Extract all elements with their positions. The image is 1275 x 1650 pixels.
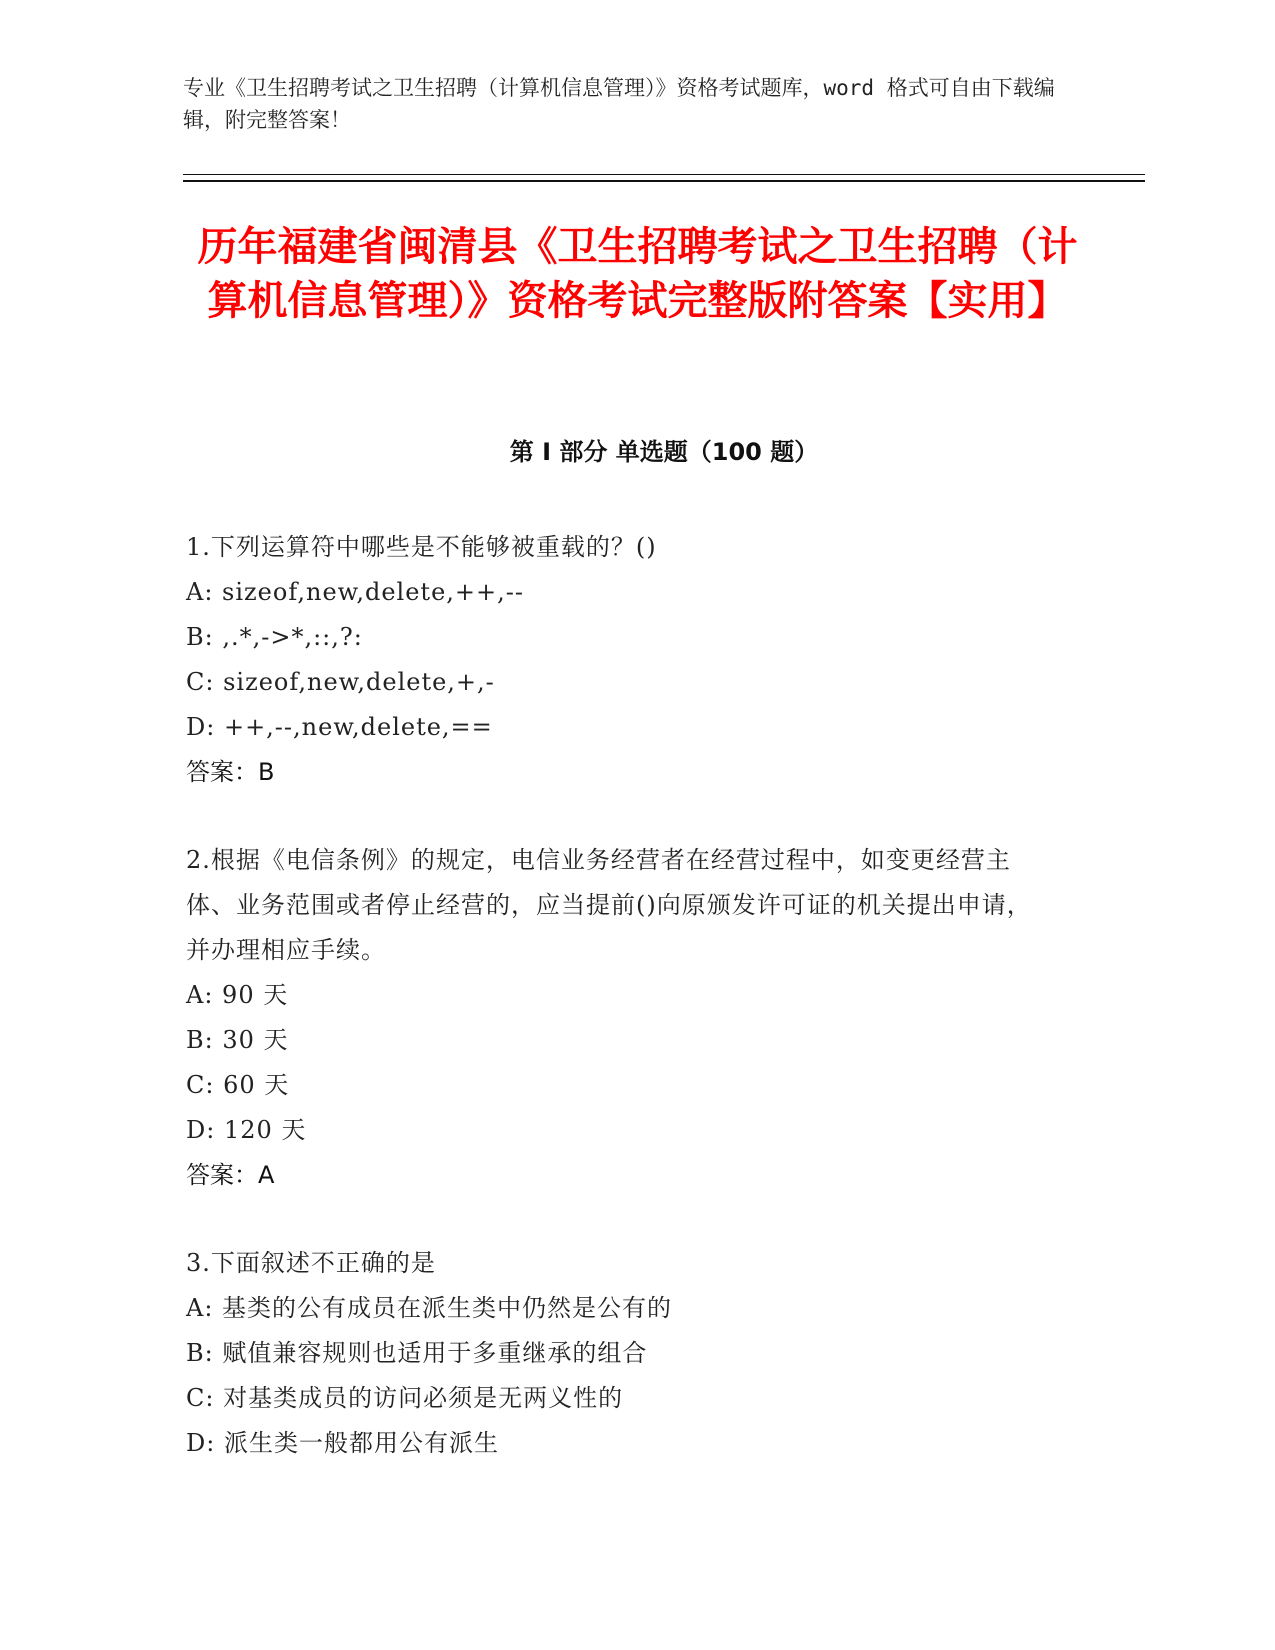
question-stem: 3.下面叙述不正确的是: [186, 1249, 436, 1277]
question-list: [186, 525, 1056, 1466]
option-c: C: 对基类成员的访问必须是无两义性的: [186, 1384, 624, 1412]
option-a: A: 90 天: [186, 981, 289, 1009]
option-d: D: 120 天: [186, 1116, 307, 1144]
question-spacer: [186, 1198, 1056, 1241]
option-b: B: 赋值兼容规则也适用于多重继承的组合: [186, 1339, 648, 1367]
section-heading: 第 I 部分 单选题（100 题）: [509, 438, 819, 466]
option-c: C: sizeof,new,delete,+,-: [186, 668, 495, 696]
question-1: [186, 525, 1056, 795]
document-title: 历年福建省闽清县《卫生招聘考试之卫生招聘（计算机信息管理）》资格考试完整版附答案【实用】: [197, 224, 1078, 324]
question-stem: 1.下列运算符中哪些是不能够被重载的？(): [186, 533, 657, 561]
question-stem: 2.根据《电信条例》的规定，电信业务经营者在经营过程中，如变更经营主体、业务范围或者停止经营的，应当提前()向原颁发许可证的机关提出申请，并办理相应手续。: [186, 846, 1032, 964]
question-3: [186, 1241, 1056, 1466]
option-c: C: 60 天: [186, 1071, 290, 1099]
option-d: D: ++,--,new,delete,==: [186, 713, 493, 741]
header-divider-thin: [183, 174, 1145, 175]
option-a: A: 基类的公有成员在派生类中仍然是公有的: [186, 1294, 673, 1322]
option-b: B: ,.*,->*,::,?:: [186, 623, 363, 651]
header-divider-thick: [183, 180, 1145, 182]
option-d: D: 派生类一般都用公有派生: [186, 1429, 499, 1457]
question-spacer: [186, 795, 1056, 838]
answer-label: 答案：B: [186, 758, 275, 786]
question-2: [186, 838, 1056, 1198]
option-a: A: sizeof,new,delete,++,--: [186, 578, 524, 606]
header-note: 专业《卫生招聘考试之卫生招聘（计算机信息管理）》资格考试题库，word 格式可自由下载编辑，附完整答案！: [183, 76, 1055, 132]
option-b: B: 30 天: [186, 1026, 289, 1054]
answer-label: 答案：A: [186, 1161, 275, 1189]
